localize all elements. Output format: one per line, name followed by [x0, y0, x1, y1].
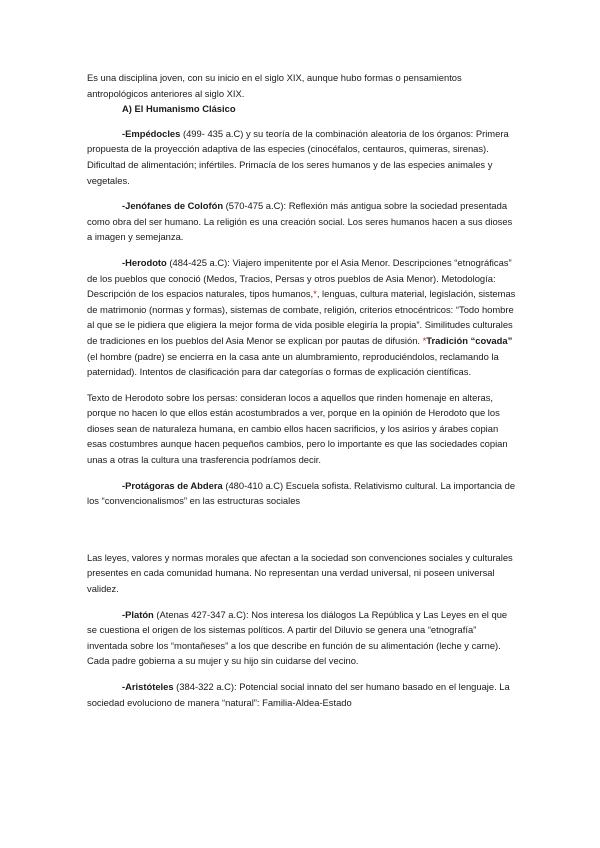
- jenofanes-paragraph: [87, 198, 519, 245]
- empedocles-text: (499- 435 a.C) y su teoría de la combinación aleatoria de los órganos: Primera propuesta de la proyección adaptiva de las especies (cinocéfalos, centauros, quimeras, sirenas). Dificultad de alimentación; infértiles. Primacía de los seres humanos y de las especies animales y vegetales.: [87, 127, 509, 186]
- jenofanes-text: (570-475 a.C): Reflexión más antigua sobre la sociedad presentada como obra del ser humano. La religión es una creación social. Los seres humanos hacen a sus dioses a imagen y semejanza.: [87, 200, 513, 243]
- document-page: [87, 70, 519, 710]
- aristoteles-text: (384-322 a.C): Potencial social innato del ser humano basado en el lenguaje. La sociedad evoluciono de manera “natural”: Familia-Aldea-Estado: [87, 681, 510, 708]
- leyes-paragraph: Las leyes, valores y normas morales que afectan a la sociedad son convenciones sociales y culturales presentes en cada comunidad humana. No representan una verdad universal, ni poseen universal validez.: [87, 551, 513, 595]
- section-heading: A) El Humanismo Clásico: [122, 103, 236, 115]
- platon-name: -Platón: [122, 608, 154, 620]
- jenofanes-name: -Jenófanes de Colofón: [122, 200, 224, 212]
- herodoto-text-paragraph: Texto de Herodoto sobre los persas: consideran locos a aquellos que rinden homenaje en alteras, porque no hacen lo que ellos están acostumbrados a ver, porque en la opinión de Herodoto que los dioses sean de naturaleza humana, en cambio ellos hacen sacrificios, y los asirios y árabes copian esas costumbres aunque hacen pequeños cambios, pero lo importante es que las sociedades copian unas a otras la cultura una trasferencia podríamos decir.: [87, 391, 508, 466]
- herodoto-text-3: (el hombre (padre) se encierra en la casa ante un alumbramiento, reproduciéndolos, reclamando la paternidad). Intentos de clasificación para dar categorías o formas de explicación científicas.: [87, 350, 499, 378]
- herodoto-paragraph: [87, 255, 519, 380]
- herodoto-text-2: , lenguas, cultura material, legislación, sistemas de matrimonio (normas y formas), sistemas de combate, religión, criterios etnocéntricos: “Todo hombre al que se le pidiera que eligiera la mejor forma de vida posible elegiría la propia”. Similitudes culturales de tradiciones en los pueblos del Asia Menor se explican por pautas de difusión.: [87, 288, 516, 346]
- protagoras-name: -Protágoras de Abdera: [122, 479, 223, 491]
- empedocles-name: -Empédocles: [122, 127, 181, 139]
- platon-text: (Atenas 427-347 a.C): Nos interesa los diálogos La República y Las Leyes en el que se cuestiona el origen de los sistemas políticos. A partir del Diluvio se genera una “etnografía” inventada sobre los “montañeses” a los que describe en función de su alimentación (leche y carne). Cada padre gobierna a su mujer y su hijo sin cuidarse del vecino.: [87, 608, 508, 667]
- aristoteles-name: -Aristóteles: [122, 681, 174, 692]
- herodoto-name: -Herodoto: [122, 256, 167, 268]
- platon-paragraph: [87, 607, 519, 669]
- aristoteles-paragraph: [87, 679, 519, 710]
- protagoras-paragraph: [87, 478, 519, 509]
- asterisk-marker-2: *: [422, 334, 427, 346]
- tradicion-covada: Tradición “covada”: [426, 334, 513, 346]
- herodoto-text-1: (484-425 a.C): Viajero impenitente por el Asia Menor. Descripciones “etnográficas” de los pueblos que conoció (Medos, Tracios, Persas y otros pueblos de Asia Menor). Metodología: Descripción de los espacios naturales, tipos humanos,: [87, 256, 512, 300]
- intro-paragraph: Es una disciplina joven, con su inicio en el siglo XIX, aunque hubo formas o pensamientos antropológicos anteriores al siglo XIX.: [87, 72, 462, 99]
- asterisk-marker: *: [313, 288, 317, 300]
- protagoras-text: (480-410 a.C) Escuela sofista. Relativismo cultural. La importancia de los “convencionalismos” en las estructuras sociales: [87, 479, 516, 507]
- empedocles-paragraph: [87, 126, 519, 188]
